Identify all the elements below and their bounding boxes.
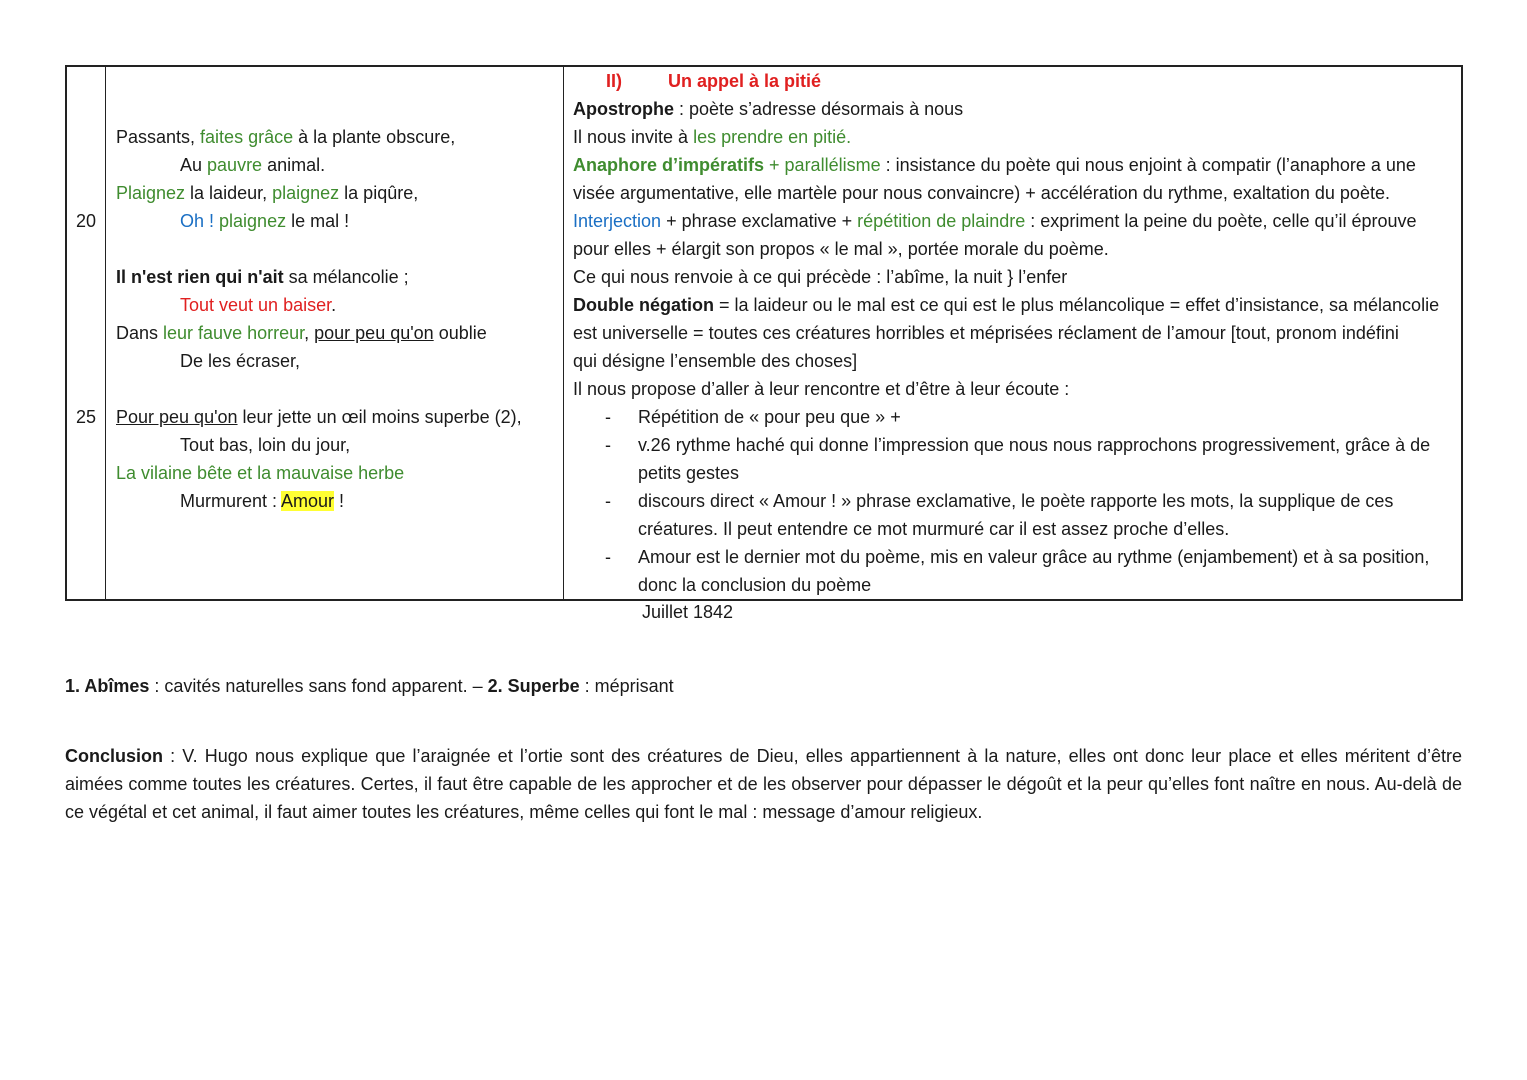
analysis-line: est universelle = toutes ces créatures horribles et méprisées réclament de l’amour [tout, pronom indéfini bbox=[573, 323, 1399, 343]
poem-verse: Murmurent : Amour ! bbox=[180, 491, 345, 511]
line-number-25: 25 bbox=[75, 407, 97, 427]
poem-column bbox=[106, 66, 564, 600]
line-number-column bbox=[66, 66, 106, 600]
section-heading: II) Un appel à la pitié bbox=[606, 71, 822, 91]
bullet-item: - v.26 rythme haché qui donne l’impression que nous nous rapprochons progressivement, grâce à de bbox=[605, 435, 1431, 455]
analysis-line: Interjection + phrase exclamative + répétition de plaindre : expriment la peine du poète, celle qu’il éprouve bbox=[573, 211, 1417, 231]
poem-verse: Au pauvre animal. bbox=[180, 155, 326, 175]
bullet-item: - discours direct « Amour ! » phrase exclamative, le poète rapporte les mots, la supplique de ces bbox=[605, 491, 1394, 511]
analysis-line: visée argumentative, elle martèle pour nous convaincre) + accélération du rythme, exaltation du poète. bbox=[573, 183, 1390, 203]
analysis-line: pour elles + élargit son propos « le mal », portée morale du poème. bbox=[573, 239, 1109, 259]
conclusion-text: : V. Hugo nous explique que l’araignée et l’ortie sont des créatures de Dieu, elles appartiennent à la nature, elles ont donc leur place et elles méritent d’être aimées comme toutes les créatures. Certes, il faut être capable de les approcher et de les observer pour dépasser le dégoût et la peur qu’elles font naître en nous. Au-delà de ce végétal et cet animal, il faut aimer toutes les créatures, même celles qui font le mal : message d’amour religieux. bbox=[65, 746, 1462, 822]
bullet-continuation: petits gestes bbox=[638, 463, 740, 483]
poem-date: Juillet 1842 bbox=[642, 602, 734, 622]
poem-verse: Passants, faites grâce à la plante obscure, bbox=[116, 127, 456, 147]
analysis-line: Ce qui nous renvoie à ce qui précède : l’abîme, la nuit } l’enfer bbox=[573, 267, 1068, 287]
poem-verse: Oh ! plaignez le mal ! bbox=[180, 211, 350, 231]
poem-verse: Dans leur fauve horreur, pour peu qu'on oublie bbox=[116, 323, 487, 343]
poem-verse: Tout veut un baiser. bbox=[180, 295, 337, 315]
analysis-line: Il nous propose d’aller à leur rencontre et d’être à leur écoute : bbox=[573, 379, 1070, 399]
poem-verse: La vilaine bête et la mauvaise herbe bbox=[116, 463, 405, 483]
analysis-line: Apostrophe : poète s’adresse désormais à nous bbox=[573, 99, 964, 119]
analysis-table bbox=[65, 65, 1463, 601]
analysis-line: Il nous invite à les prendre en pitié. bbox=[573, 127, 852, 147]
analysis-line: Anaphore d’impératifs + parallélisme : insistance du poète qui nous enjoint à compatir (l’anaphore a une bbox=[573, 155, 1416, 175]
bullet-continuation: donc la conclusion du poème bbox=[638, 575, 872, 595]
bullet-item: - Amour est le dernier mot du poème, mis en valeur grâce au rythme (enjambement) et à sa position, bbox=[605, 547, 1430, 567]
poem-verse: Plaignez la laideur, plaignez la piqûre, bbox=[116, 183, 419, 203]
bullet-item: - Répétition de « pour peu que » + bbox=[605, 407, 901, 427]
conclusion-paragraph bbox=[65, 742, 1462, 826]
bullet-continuation: créatures. Il peut entendre ce mot murmuré car il est assez proche d’elles. bbox=[638, 519, 1230, 539]
footnotes: 1. Abîmes : cavités naturelles sans fond apparent. – 2. Superbe : méprisant bbox=[65, 676, 674, 696]
analysis-line: Double négation = la laideur ou le mal est ce qui est le plus mélancolique = effet d’insistance, sa mélancolie bbox=[573, 295, 1440, 315]
line-number-20: 20 bbox=[75, 211, 97, 231]
poem-verse: Il n'est rien qui n'ait sa mélancolie ; bbox=[116, 267, 409, 287]
poem-verse: Tout bas, loin du jour, bbox=[180, 435, 351, 455]
analysis-line: qui désigne l’ensemble des choses] bbox=[573, 351, 858, 371]
poem-verse: Pour peu qu'on leur jette un œil moins superbe (2), bbox=[116, 407, 522, 427]
conclusion-label: Conclusion bbox=[65, 746, 163, 766]
highlighted-word: Amour bbox=[281, 491, 335, 511]
analysis-column bbox=[564, 66, 1463, 600]
poem-verse: De les écraser, bbox=[180, 351, 301, 371]
